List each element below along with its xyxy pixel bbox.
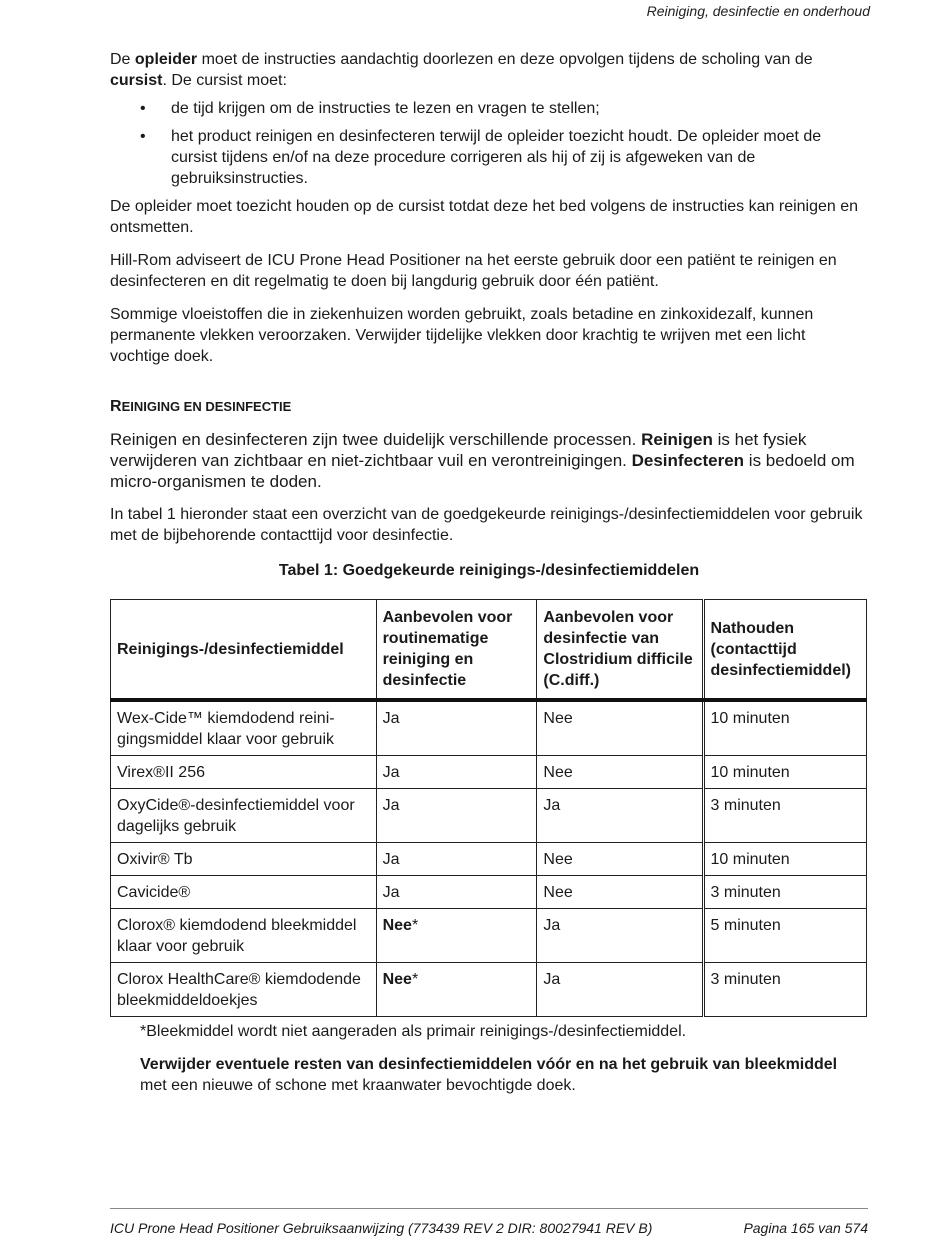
heading-smallcaps: DESINFECTIE — [205, 399, 292, 414]
table-caption: Tabel 1: Goedgekeurde reinigings-/desinfectiemiddelen — [278, 562, 700, 579]
cell-routine — [376, 876, 537, 909]
text-run: . De cursist moet: — [162, 72, 287, 89]
cell-agent: Wex-Cide™ kiemdodend reini-gingsmiddel klaar voor gebruik — [111, 700, 377, 756]
text-run: is het fysiek verwijderen van zichtbaar en niet-zichtbaar vuil en verontreinigingen. — [110, 430, 807, 470]
cell-routine-bold: Nee — [382, 971, 412, 988]
cell-agent: Clorox® kiemdodend bleekmiddel klaar voor gebruik — [111, 909, 377, 963]
cell-cdiff: Nee — [537, 756, 703, 789]
table-row — [111, 843, 867, 876]
list-item — [110, 126, 868, 189]
bold-term-cursist: cursist — [110, 72, 163, 89]
cell-routine — [376, 700, 537, 756]
table-row — [111, 876, 867, 909]
table-intro: In tabel 1 hieronder staat een overzicht van de goedgekeurde reinigings-/desinfectiemiddelen voor gebruik met de bijbehorende contacttijd voor desinfectie. — [110, 506, 863, 544]
cell-dwell: 3 minuten — [703, 789, 866, 843]
table-footnote: *Bleekmiddel wordt niet aangeraden als primair reinigings-/desinfectiemiddel. — [140, 1023, 687, 1040]
cell-dwell: 10 minuten — [703, 700, 866, 756]
cell-routine — [376, 843, 537, 876]
text-run: moet de instructies aandachtig doorlezen en deze opvolgen tijdens de scholing van de — [197, 51, 813, 68]
running-header: Reiniging, desinfectie en onderhoud — [646, 3, 870, 19]
cell-routine — [376, 909, 537, 963]
footer-page-number: Pagina 165 van 574 — [743, 1220, 868, 1236]
cell-routine-text: * — [411, 917, 419, 934]
cell-dwell: 10 minuten — [703, 756, 866, 789]
paragraph-stains: Sommige vloeistoffen die in ziekenhuizen worden gebruikt, zoals betadine en zinkoxidezalf, kunnen permanente vlekken veroorzaken. Verwijder tijdelijke vlekken door krachtig te wrijven met een licht vochtige doek. — [110, 306, 814, 365]
table-header-row — [111, 600, 867, 701]
section-intro — [110, 429, 868, 492]
cell-cdiff: Nee — [537, 876, 703, 909]
warning-text: met een nieuwe of schone met kraanwater bevochtigde doek. — [140, 1077, 576, 1094]
cell-agent: Cavicide® — [111, 876, 377, 909]
cell-routine-text: Ja — [382, 797, 400, 814]
cell-routine-text: Ja — [382, 710, 400, 727]
cell-dwell: 3 minuten — [703, 876, 866, 909]
cell-routine — [376, 756, 537, 789]
bullet-list — [110, 98, 868, 189]
bold-term-reinigen: Reinigen — [641, 430, 713, 449]
header-agent: Reinigings-/desinfectiemiddel — [111, 600, 377, 701]
cell-agent: OxyCide®-desinfectiemiddel voor dagelijks gebruik — [111, 789, 377, 843]
cell-cdiff: Ja — [537, 789, 703, 843]
text-run: Reinigen en desinfecteren zijn twee duidelijk verschillende processen. — [110, 430, 642, 449]
intro-paragraph — [110, 49, 868, 91]
table-row — [111, 789, 867, 843]
cell-routine — [376, 789, 537, 843]
bold-term-desinfecteren: Desinfecteren — [631, 451, 745, 470]
cell-routine-text: Ja — [382, 851, 400, 868]
cell-dwell: 10 minuten — [703, 843, 866, 876]
table-row — [111, 963, 867, 1017]
bullet-icon: • — [140, 128, 146, 145]
page-content — [110, 49, 868, 1096]
paragraph-advice: Hill-Rom adviseert de ICU Prone Head Positioner na het eerste gebruik door een patiënt te reinigen en desinfecteren en dit regelmatig te doen bij langdurig gebruik door één patiënt. — [110, 252, 837, 290]
cell-routine-text: Ja — [382, 764, 400, 781]
cell-cdiff: Ja — [537, 963, 703, 1017]
cell-dwell: 5 minuten — [703, 909, 866, 963]
disinfectant-table — [110, 599, 867, 1017]
heading-cap: R — [110, 398, 122, 415]
cell-routine — [376, 963, 537, 1017]
paragraph-supervision: De opleider moet toezicht houden op de cursist totdat deze het bed volgens de instructies kan reinigen en ontsmetten. — [110, 198, 859, 236]
cell-agent: Virex®II 256 — [111, 756, 377, 789]
heading-smallcaps: EINIGING EN — [121, 399, 206, 414]
bold-term-opleider: opleider — [134, 51, 198, 68]
list-item — [110, 98, 868, 119]
table-row — [111, 700, 867, 756]
header-dwell: Nathouden (contacttijd desinfectiemiddel) — [703, 600, 866, 701]
text-run: De — [110, 51, 135, 68]
footer-divider — [110, 1208, 868, 1209]
header-routine: Aanbevolen voor routinematige reiniging en desinfectie — [376, 600, 537, 701]
list-item-text: het product reinigen en desinfecteren terwijl de opleider toezicht houdt. De opleider moet de cursist tijdens en/of na deze procedure corrigeren als hij of zij is afgeweken van de gebruiksinstructies. — [171, 128, 822, 187]
cell-routine-text: * — [411, 971, 419, 988]
table-row — [111, 756, 867, 789]
table-row — [111, 909, 867, 963]
cell-cdiff: Ja — [537, 909, 703, 963]
bullet-icon: • — [140, 100, 146, 117]
list-item-text: de tijd krijgen om de instructies te lezen en vragen te stellen; — [171, 100, 600, 117]
warning-bold: Verwijder eventuele resten van desinfectiemiddelen vóór en na het gebruik van bleekmiddel — [140, 1056, 838, 1073]
cell-agent: Clorox HealthCare® kiemdodende bleekmiddeldoekjes — [111, 963, 377, 1017]
footer-document-title: ICU Prone Head Positioner Gebruiksaanwijzing (773439 REV 2 DIR: 80027941 REV B) — [110, 1220, 653, 1236]
cell-agent: Oxivir® Tb — [111, 843, 377, 876]
warning-paragraph — [110, 1054, 868, 1096]
section-heading — [110, 396, 868, 417]
cell-dwell: 3 minuten — [703, 963, 866, 1017]
cell-routine-text: Ja — [382, 884, 400, 901]
cell-cdiff: Nee — [537, 700, 703, 756]
cell-routine-bold: Nee — [382, 917, 412, 934]
cell-cdiff: Nee — [537, 843, 703, 876]
text-run: is bedoeld om micro-organismen te doden. — [110, 451, 855, 491]
header-cdiff: Aanbevolen voor desinfectie van Clostridium difficile (C.diff.) — [537, 600, 703, 701]
